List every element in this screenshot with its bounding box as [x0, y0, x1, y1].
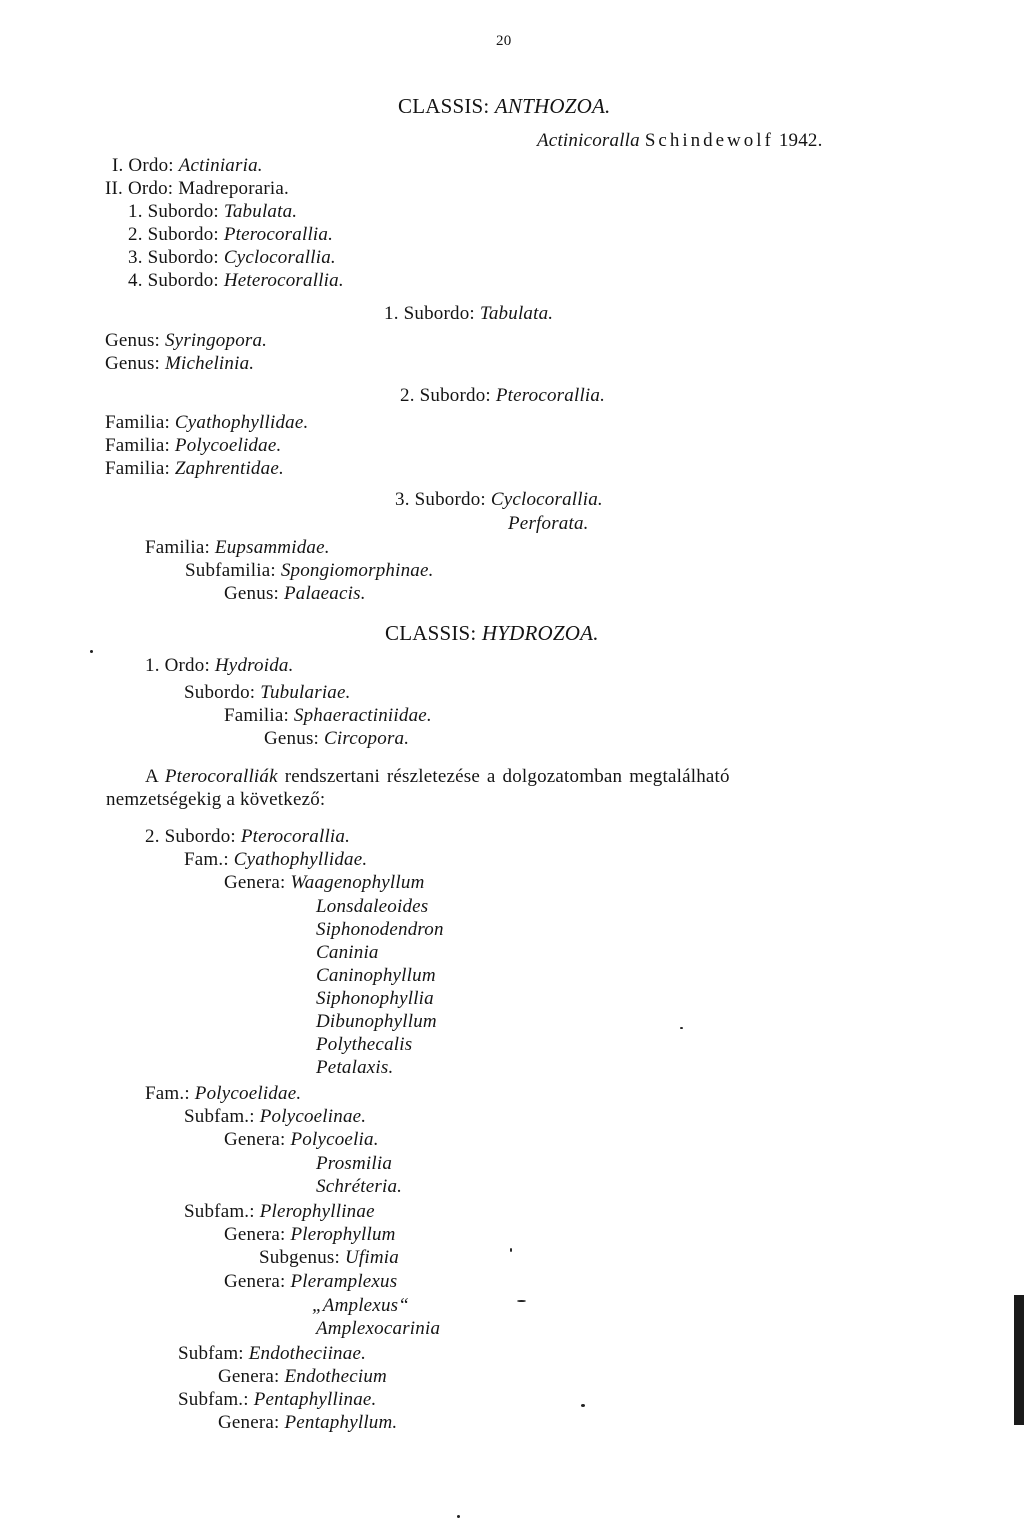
scan-speck: [581, 1404, 585, 1407]
classis-hydrozoa-heading: CLASSIS: HYDROZOA.: [385, 621, 599, 645]
genus-item: Petalaxis.: [316, 1057, 394, 1078]
familia-line: Familia: Zaphrentidae.: [105, 458, 284, 479]
outline-subordo: 2. Subordo: Pterocorallia.: [145, 826, 351, 847]
genera-line: Genera: Endothecium: [218, 1366, 387, 1387]
genus-item: Siphonophyllia: [316, 988, 434, 1009]
genus-item: Caninophyllum: [316, 965, 436, 986]
subordo-line: Subordo: Tubulariae.: [184, 682, 351, 703]
subordo-line: 1. Subordo: Tabulata.: [128, 201, 298, 222]
subfam-line: Subfam.: Plerophyllinae: [184, 1201, 375, 1222]
genus-line: Genus: Michelinia.: [105, 353, 255, 374]
group-perforata: Perforata.: [508, 513, 589, 534]
genus-item: Caninia: [316, 942, 379, 963]
scan-edge-shadow: [1014, 1295, 1024, 1425]
subfamilia-line: Subfamilia: Spongiomorphinae.: [185, 560, 434, 581]
genus-item: Amplexocarinia: [316, 1318, 441, 1339]
genus-item: Siphonodendron: [316, 919, 444, 940]
familia-line: Familia: Eupsammidae.: [145, 537, 330, 558]
genus-item: Lonsdaleoides: [316, 896, 429, 917]
classis-anthozoa-heading: [398, 95, 611, 117]
subgenus-line: Subgenus: Ufimia: [259, 1247, 399, 1268]
ordo-line: 1. Ordo: Hydroida.: [145, 655, 294, 676]
scan-speck: [90, 650, 93, 653]
subordo-line: 4. Subordo: Heterocorallia.: [128, 270, 344, 291]
genus-line: Genus: Syringopora.: [105, 330, 268, 351]
familia-line: Familia: Cyathophyllidae.: [105, 412, 309, 433]
genus-item: „Amplexus“: [312, 1295, 409, 1316]
classis-label: CLASSIS:: [398, 94, 490, 118]
fam-line: Fam.: Polycoelidae.: [145, 1083, 302, 1104]
classis-name: ANTHOZOA.: [494, 94, 611, 118]
genera-line: Genera: Pleramplexus: [224, 1271, 398, 1292]
genus-line: Genus: Circopora.: [264, 728, 410, 749]
genus-line: Genus: Palaeacis.: [224, 583, 366, 604]
scan-speck: [680, 1027, 683, 1029]
familia-line: Familia: Polycoelidae.: [105, 435, 282, 456]
cyclocorallia-heading: 3. Subordo: Cyclocorallia.: [395, 489, 603, 510]
subordo-line: 2. Subordo: Pterocorallia.: [128, 224, 334, 245]
familia-line: Familia: Sphaeractiniidae.: [224, 705, 432, 726]
tabulata-heading: 1. Subordo: Tabulata.: [384, 303, 554, 324]
order-line: II. Ordo: Madreporaria.: [105, 178, 289, 199]
subfam-line: Subfam.: Polycoelinae.: [184, 1106, 367, 1127]
subclass-name: Actinicoralla: [537, 130, 640, 151]
genus-item: Dibunophyllum: [316, 1011, 437, 1032]
order-line: I. Ordo: Actiniaria.: [112, 155, 263, 176]
subordo-line: 3. Subordo: Cyclocorallia.: [128, 247, 336, 268]
page-number: 20: [496, 33, 512, 49]
scan-speck: [457, 1515, 460, 1518]
subfam-line: Subfam: Endotheciinae.: [178, 1343, 367, 1364]
genera-line: Genera: Pentaphyllum.: [218, 1412, 398, 1433]
genus-item: Schréteria.: [316, 1176, 403, 1197]
paragraph-line-1: A Pterocoralliák rendszertani részletezése a dolgozatomban megtalálható: [145, 766, 730, 787]
pterocorallia-heading: 2. Subordo: Pterocorallia.: [400, 385, 606, 406]
genus-item: Prosmilia: [316, 1153, 393, 1174]
genus-item: Polythecalis: [316, 1034, 413, 1055]
genera-line: Genera: Waagenophyllum: [224, 872, 425, 893]
genera-line: Genera: Plerophyllum: [224, 1224, 396, 1245]
subclass-line: [537, 130, 823, 152]
scan-speck: [517, 1300, 526, 1302]
fam-line: Fam.: Cyathophyllidae.: [184, 849, 368, 870]
author: Schindewolf: [644, 130, 774, 151]
paragraph-line-2: nemzetségekig a következő:: [106, 789, 326, 810]
genera-line: Genera: Polycoelia.: [224, 1129, 379, 1150]
subfam-line: Subfam.: Pentaphyllinae.: [178, 1389, 377, 1410]
year: 1942.: [778, 130, 823, 151]
scan-speck: [510, 1248, 512, 1252]
